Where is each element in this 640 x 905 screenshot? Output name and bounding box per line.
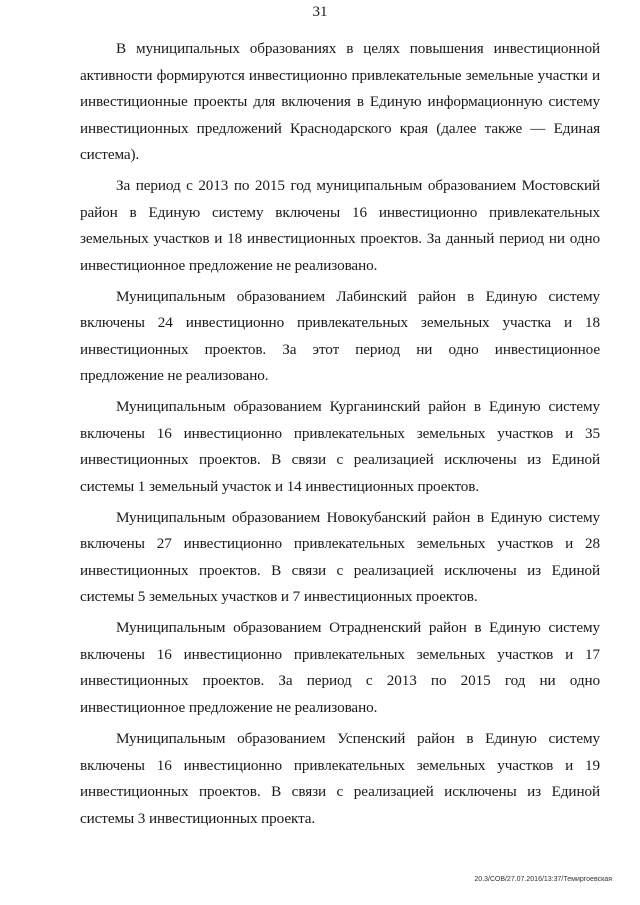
paragraph: Муниципальным образованием Успенский район в Единую систему включены 16 инвестиционно привлекательных земельных участков и 19 инвестиционных проектов. В связи с реализацией исключены из Единой системы 3 инвестиционных проекта.: [80, 730, 600, 827]
paragraph: Муниципальным образованием Отрадненский район в Единую систему включены 16 инвестиционно привлекательных земельных участков и 17 инвестиционных проектов. За период с 2013 по 2015 год ни одно инвестиционное предложение не реализовано.: [80, 619, 600, 716]
body-text: [80, 36, 600, 837]
paragraph: Муниципальным образованием Курганинский район в Единую систему включены 16 инвестиционно привлекательных земельных участков и 35 инвестиционных проектов. В связи с реализацией исключены из Единой системы 1 земельный участок и 14 инвестиционных проектов.: [80, 398, 600, 495]
footer-stamp: 20.3/СОВ/27.07.2016/13:37/Темиргоевская: [474, 876, 612, 883]
paragraph: Муниципальным образованием Лабинский район в Единую систему включены 24 инвестиционно привлекательных земельных участка и 18 инвестиционных проектов. За этот период ни одно инвестиционное предложение не реализовано.: [80, 287, 600, 385]
page-number: 31: [312, 4, 328, 20]
paragraph: За период с 2013 по 2015 год муниципальным образованием Мостовский район в Единую систему включены 16 инвестиционно привлекательных земельных участков и 18 инвестиционных проектов. За данный период ни одно инвестиционное предложение не реализовано.: [80, 177, 600, 274]
paragraph: Муниципальным образованием Новокубанский район в Единую систему включены 27 инвестиционно привлекательных земельных участков и 28 инвестиционных проектов. В связи с реализацией исключены из Единой системы 5 земельных участков и 7 инвестиционных проектов.: [80, 508, 600, 606]
paragraph: В муниципальных образованиях в целях повышения инвестиционной активности формируются инвестиционно привлекательные земельные участки и инвестиционные проекты для включения в Единую информационную систему инвестиционных предложений Краснодарского края (далее также — Единая система).: [80, 40, 600, 163]
